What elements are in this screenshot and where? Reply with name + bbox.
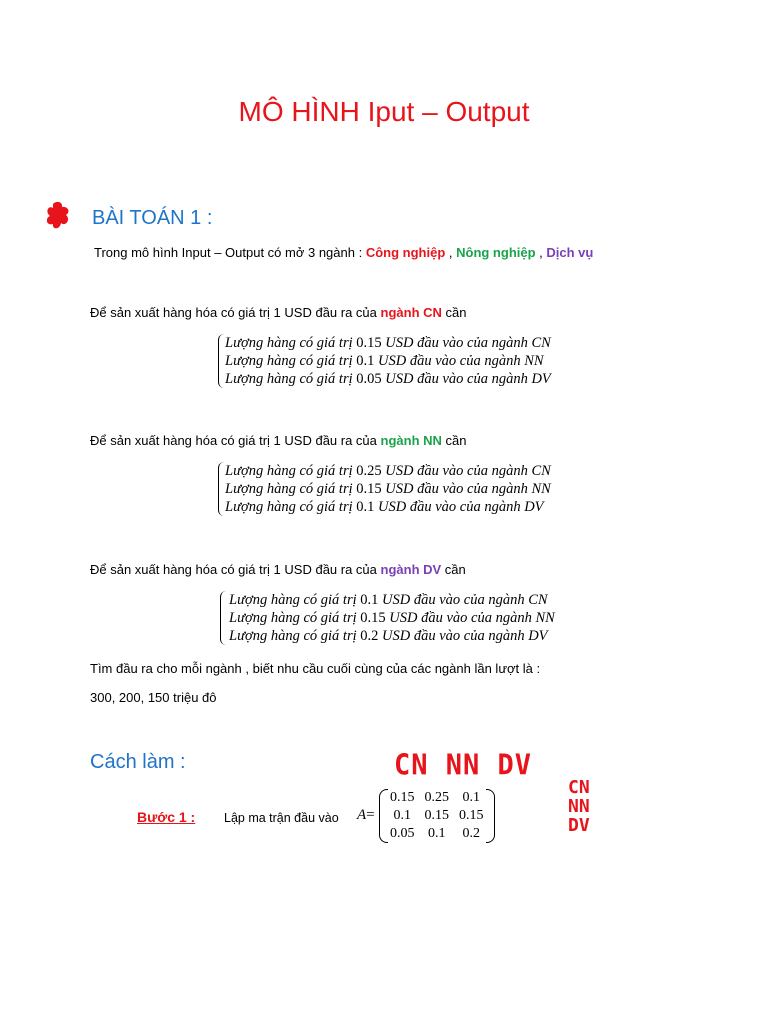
block-suffix: cần <box>441 433 467 448</box>
block-sector: ngành CN <box>380 305 442 320</box>
matrix-cell: 0.1 <box>428 826 446 841</box>
block-sector: ngành NN <box>380 433 442 448</box>
block-sector: ngành DV <box>380 562 442 577</box>
block-dv-text <box>90 562 466 577</box>
method-heading: Cách làm : <box>90 751 186 773</box>
handwritten-row-nn: NN <box>568 796 590 817</box>
equation-line: Lượng hàng có giá trị 0.15 USD đầu vào của ngành CN <box>225 335 551 351</box>
equation-line: Lượng hàng có giá trị 0.2 USD đầu vào của ngành DV <box>229 628 548 644</box>
equation-line: Lượng hàng có giá trị 0.1 USD đầu vào của ngành DV <box>225 499 544 515</box>
intro-text: Trong mô hình Input – Output có mở 3 ngành : <box>94 245 366 260</box>
block-nn-system <box>218 462 551 516</box>
handwritten-row-labels <box>568 778 590 835</box>
block-suffix: cần <box>441 305 467 320</box>
demand-text: 300, 200, 150 triệu đô <box>90 690 217 705</box>
handwritten-row-cn: CN <box>568 777 590 798</box>
matrix-label <box>357 807 375 824</box>
input-matrix <box>379 789 495 843</box>
handwritten-column-labels: CN NN DV <box>394 749 533 782</box>
equation-line: Lượng hàng có giá trị 0.1 USD đầu vào của ngành CN <box>229 592 548 608</box>
red-blob-icon <box>44 200 74 232</box>
matrix-cell: 0.05 <box>390 826 415 841</box>
block-prefix: Để sản xuất hàng hóa có giá trị 1 USD đầu ra của <box>90 305 381 320</box>
matrix-row <box>385 789 489 807</box>
equation-line: Lượng hàng có giá trị 0.15 USD đầu vào của ngành NN <box>229 610 555 626</box>
block-cn-text <box>90 305 466 320</box>
matrix-equals: = <box>366 807 375 823</box>
equation-line: Lượng hàng có giá trị 0.1 USD đầu vào của ngành NN <box>225 353 544 369</box>
sep-2: , <box>535 245 547 260</box>
matrix-name: A <box>357 807 367 823</box>
step-1-text: Lập ma trận đầu vào <box>224 811 339 825</box>
block-nn-text <box>90 433 466 448</box>
matrix-cell: 0.15 <box>390 790 415 805</box>
matrix-cell: 0.15 <box>459 808 484 823</box>
sector-cn: Công nghiệp <box>365 245 446 260</box>
intro-line <box>94 245 593 260</box>
equation-line: Lượng hàng có giá trị 0.05 USD đầu vào của ngành DV <box>225 371 551 387</box>
matrix-cell: 0.25 <box>424 790 449 805</box>
sector-nn: Nông nghiệp <box>456 245 536 260</box>
block-cn-system <box>218 334 551 388</box>
block-dv-system <box>220 591 555 645</box>
block-prefix: Để sản xuất hàng hóa có giá trị 1 USD đầu ra của <box>90 433 381 448</box>
problem-heading: BÀI TOÁN 1 : <box>92 207 213 229</box>
block-prefix: Để sản xuất hàng hóa có giá trị 1 USD đầu ra của <box>90 562 381 577</box>
matrix-row <box>385 825 489 843</box>
handwritten-row-dv: DV <box>568 815 590 836</box>
equation-line: Lượng hàng có giá trị 0.15 USD đầu vào của ngành NN <box>225 481 551 497</box>
matrix-cell: 0.1 <box>462 790 480 805</box>
block-suffix: cần <box>441 562 466 577</box>
sep-1: , <box>445 245 457 260</box>
sector-dv: Dịch vụ <box>546 245 594 260</box>
matrix-cell: 0.2 <box>462 826 480 841</box>
step-1-label: Bước 1 : <box>137 809 196 825</box>
page-title: MÔ HÌNH Iput – Output <box>238 96 530 127</box>
equation-line: Lượng hàng có giá trị 0.25 USD đầu vào của ngành CN <box>225 463 551 479</box>
question-text: Tìm đầu ra cho mỗi ngành , biết nhu cầu cuối cùng của các ngành lần lượt là : <box>90 661 541 676</box>
matrix-cell: 0.1 <box>393 808 411 823</box>
matrix-cell: 0.15 <box>424 808 449 823</box>
matrix-row <box>385 807 489 825</box>
